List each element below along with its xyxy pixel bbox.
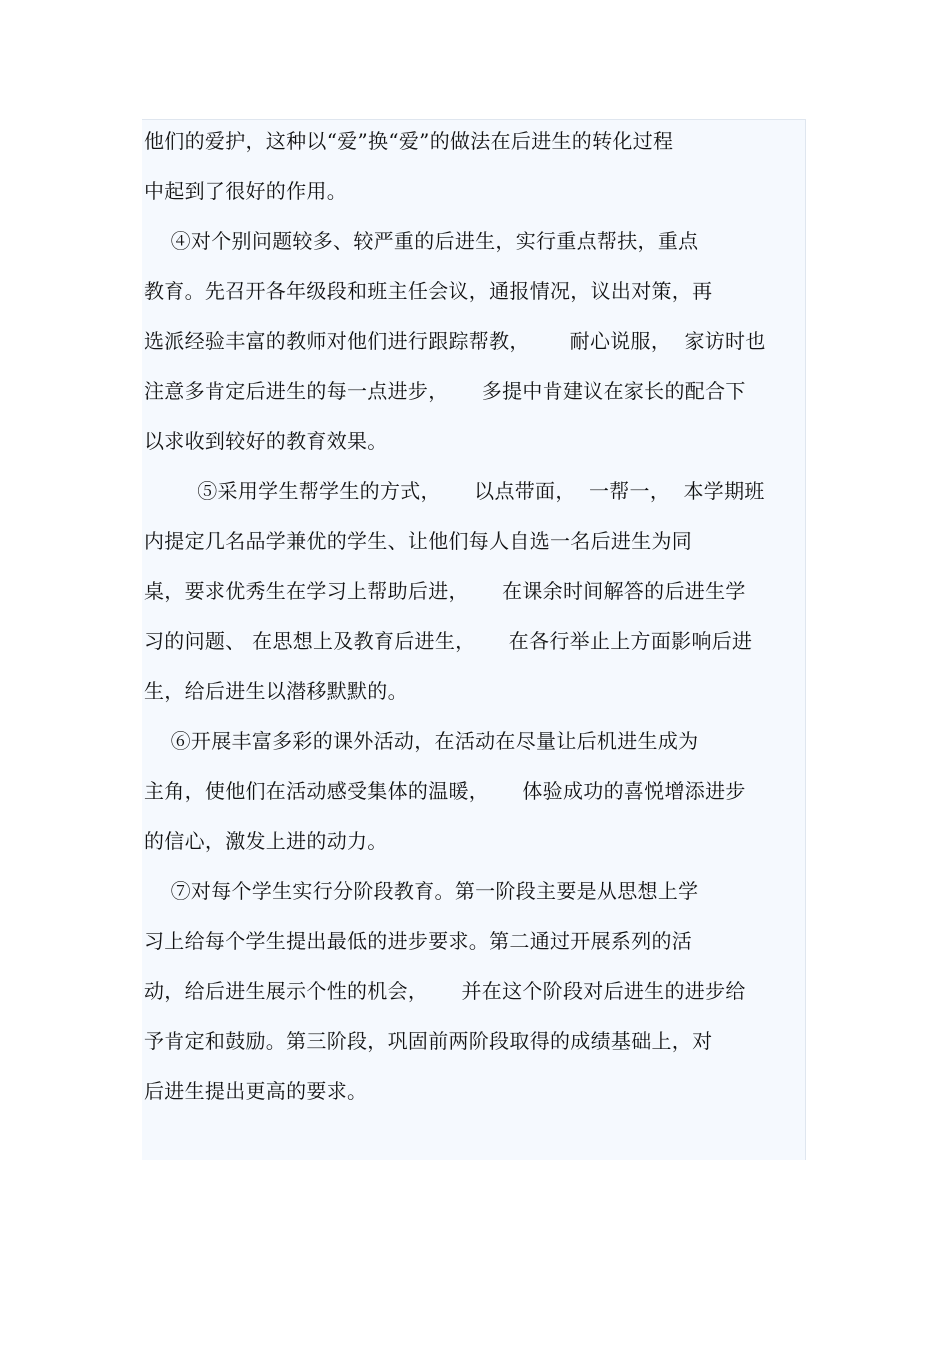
text-line: 中起到了很好的作用。: [144, 179, 347, 203]
text-line: 予肯定和鼓励。第三阶段，巩固前两阶段取得的成绩基础上，对: [144, 1029, 713, 1053]
text-line: 桌，要求优秀生在学习上帮助后进， 在课余时间解答的后进生学: [144, 579, 746, 603]
text-line: ⑤采用学生帮学生的方式， 以点带面， 一帮一， 本学期班: [144, 479, 765, 503]
text-line: 教育。先召开各年级段和班主任会议，通报情况，议出对策，再: [144, 279, 713, 303]
text-line: 习上给每个学生提出最低的进步要求。第二通过开展系列的活: [144, 929, 693, 953]
text-line: 后进生提出更高的要求。: [144, 1079, 368, 1103]
text-line: 选派经验丰富的教师对他们进行跟踪帮教， 耐心说服， 家访时也: [144, 329, 766, 353]
text-line: 注意多肯定后进生的每一点进步， 多提中肯建议在家长的配合下: [144, 379, 746, 403]
text-line: ④对个别问题较多、较严重的后进生，实行重点帮扶，重点: [144, 229, 699, 253]
text-line: ⑦对每个学生实行分阶段教育。第一阶段主要是从思想上学: [144, 879, 699, 903]
text-line: 他们的爱护，这种以“爱”换“爱”的做法在后进生的转化过程: [144, 129, 674, 153]
text-line: 主角，使他们在活动感受集体的温暖， 体验成功的喜悦增添进步: [144, 779, 746, 803]
text-line: 动，给后进生展示个性的机会， 并在这个阶段对后进生的进步给: [144, 979, 746, 1003]
text-line: 习的问题、 在思想上及教育后进生， 在各行举止上方面影响后进: [144, 629, 753, 653]
text-line: 内提定几名品学兼优的学生、让他们每人自选一名后进生为同: [144, 529, 693, 553]
text-line: 的信心，激发上进的动力。: [144, 829, 388, 853]
text-line: 以求收到较好的教育效果。: [144, 429, 388, 453]
text-line: ⑥开展丰富多彩的课外活动，在活动在尽量让后机进生成为: [144, 729, 699, 753]
text-line: 生，给后进生以潜移默默的。: [144, 679, 408, 703]
